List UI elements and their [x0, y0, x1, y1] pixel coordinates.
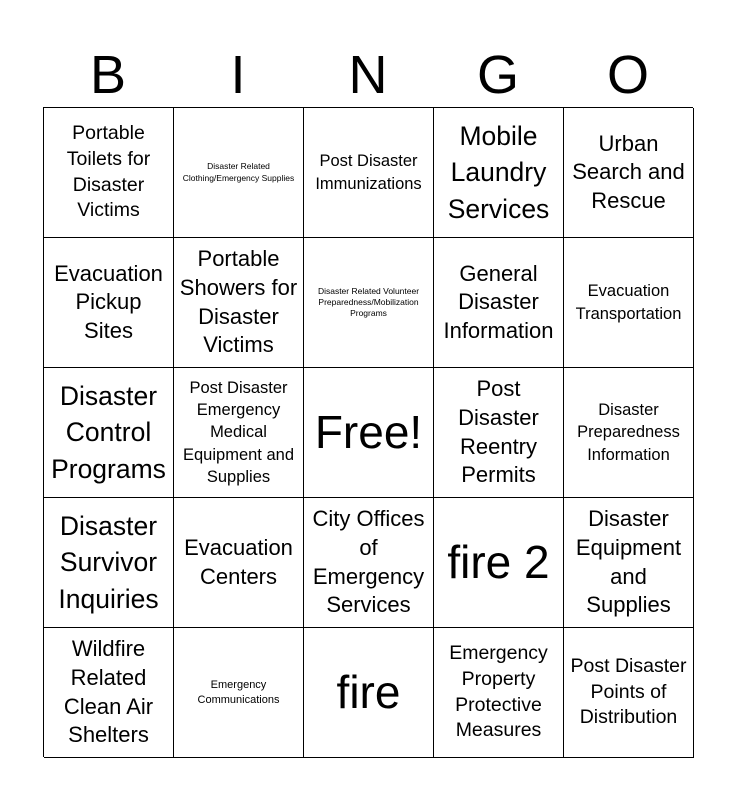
bingo-cell: General Disaster Information: [434, 238, 564, 368]
bingo-cell: Portable Toilets for Disaster Victims: [44, 108, 174, 238]
header-letter-g: G: [476, 45, 519, 105]
bingo-cell: Urban Search and Rescue: [564, 108, 694, 238]
bingo-cell: Post Disaster Points of Distribution: [564, 628, 694, 758]
header-letter-n: N: [348, 45, 388, 105]
bingo-card: [43, 107, 693, 757]
bingo-cell: Disaster Survivor Inquiries: [44, 498, 174, 628]
bingo-cell: Emergency Property Protective Measures: [434, 628, 564, 758]
bingo-cell: Mobile Laundry Services: [434, 108, 564, 238]
bingo-cell: Disaster Related Clothing/Emergency Supplies: [174, 108, 304, 238]
bingo-cell: Evacuation Transportation: [564, 238, 694, 368]
bingo-cell: Post Disaster Emergency Medical Equipment and Supplies: [174, 368, 304, 498]
header-letter-b: B: [89, 45, 127, 105]
bingo-cell: Evacuation Pickup Sites: [44, 238, 174, 368]
header-letter-i: I: [230, 45, 246, 105]
bingo-cell: Post Disaster Immunizations: [304, 108, 434, 238]
bingo-cell: Post Disaster Reentry Permits: [434, 368, 564, 498]
bingo-cell: fire 2: [434, 498, 564, 628]
free-space: Free!: [304, 368, 434, 498]
bingo-cell: Emergency Communications: [174, 628, 304, 758]
bingo-cell: Disaster Equipment and Supplies: [564, 498, 694, 628]
bingo-cell: Disaster Related Volunteer Preparedness/Mobilization Programs: [304, 238, 434, 368]
bingo-cell: City Offices of Emergency Services: [304, 498, 434, 628]
bingo-cell: Portable Showers for Disaster Victims: [174, 238, 304, 368]
bingo-header: [43, 46, 693, 104]
bingo-cell: Wildfire Related Clean Air Shelters: [44, 628, 174, 758]
bingo-cell: Evacuation Centers: [174, 498, 304, 628]
bingo-cell: Disaster Preparedness Information: [564, 368, 694, 498]
bingo-cell: Disaster Control Programs: [44, 368, 174, 498]
bingo-cell: fire: [304, 628, 434, 758]
header-letter-o: O: [606, 45, 649, 105]
